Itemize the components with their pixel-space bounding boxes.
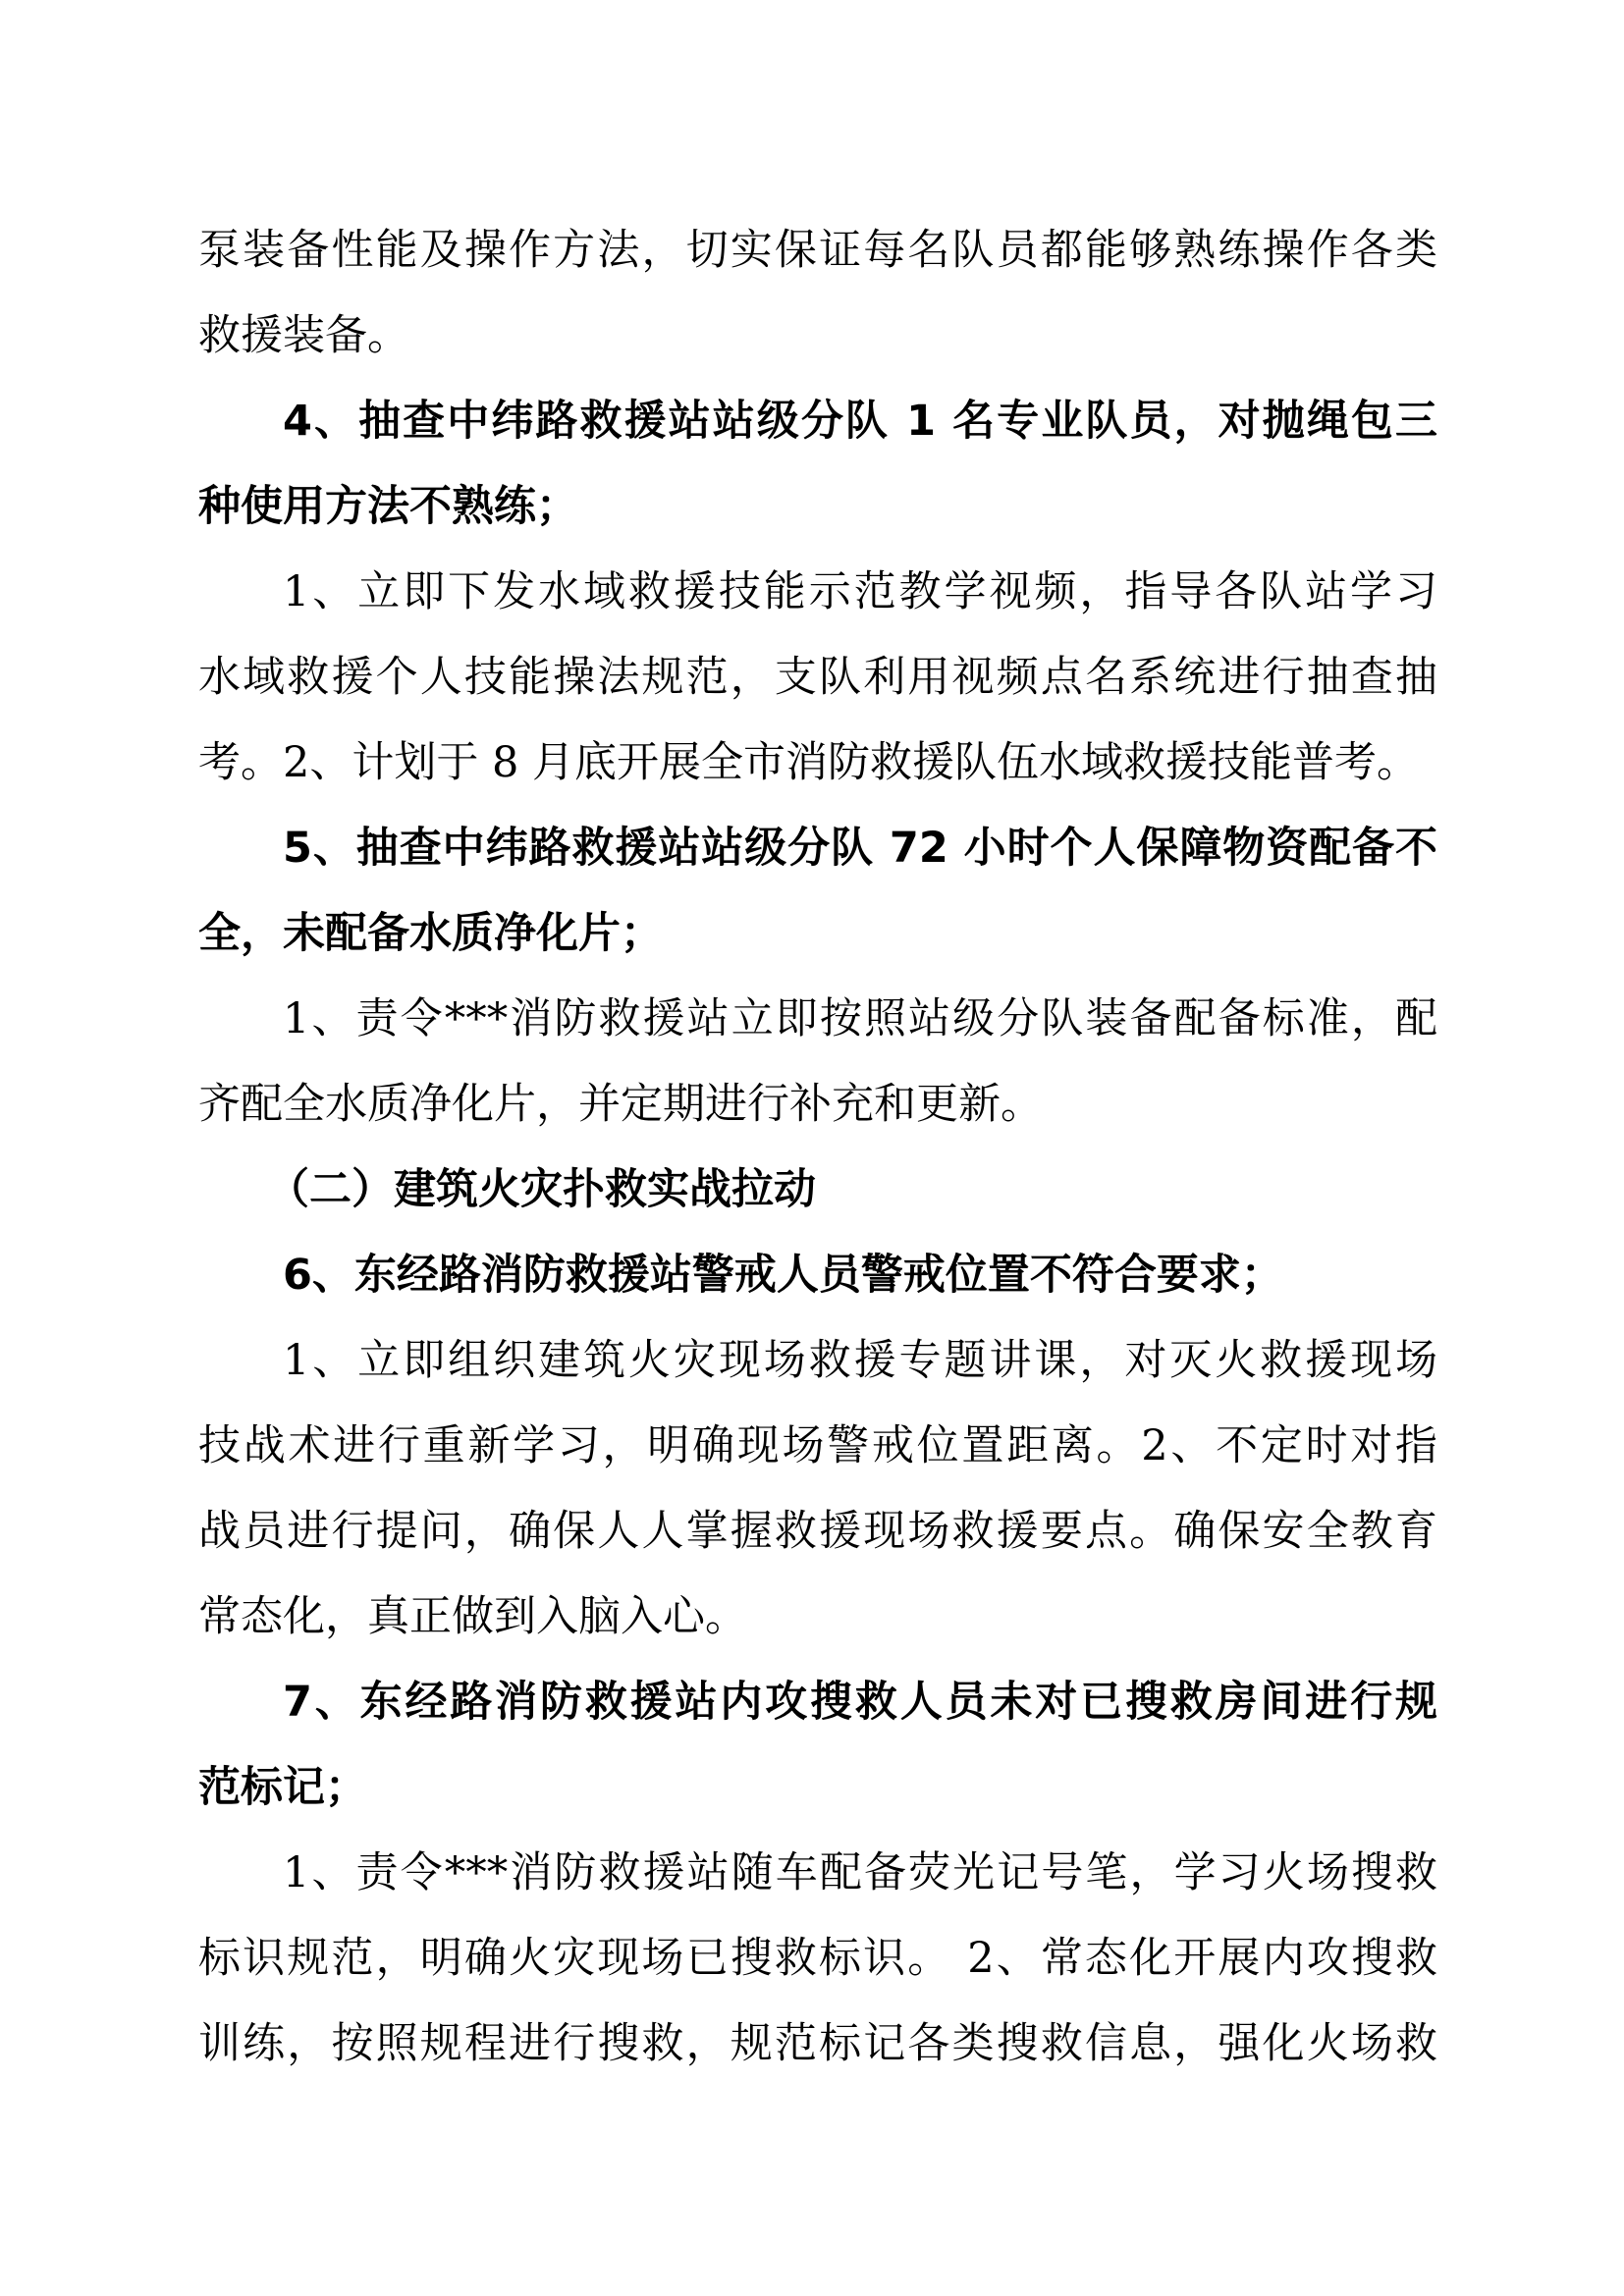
text-line: 泵装备性能及操作方法，切实保证每名队员都能够熟练操作各类 <box>198 226 1437 275</box>
text-line: 训练，按照规程进行搜救，规范标记各类搜救信息，强化火场救 <box>198 2019 1437 2068</box>
text-line: 标识规范，明确火灾现场已搜救标识。 2、常态化开展内攻搜救 <box>198 1934 1437 1983</box>
body-paragraph <box>198 977 1437 1148</box>
text-line: 6、东经路消防救援站警戒人员警戒位置不符合要求； <box>283 1251 1283 1300</box>
text-line: 战员进行提问，确保人人掌握救援现场救援要点。确保安全教育 <box>198 1507 1437 1556</box>
text-line: 1、立即组织建筑火灾现场救援专题讲课，对灭火救援现场 <box>283 1336 1437 1385</box>
text-line: 全，未配备水质净化片； <box>198 909 663 958</box>
issue-heading <box>198 806 1437 977</box>
text-line: 常态化，真正做到入脑入心。 <box>198 1592 747 1641</box>
body-paragraph <box>198 1831 1437 2087</box>
text-line: 齐配全水质净化片，并定期进行补充和更新。 <box>198 1080 1043 1129</box>
text-line: 1、立即下发水域救援技能示范教学视频，指导各队站学习 <box>283 567 1437 616</box>
body-paragraph <box>198 550 1437 806</box>
issue-heading <box>198 379 1437 550</box>
text-line: （二）建筑火灾扑救实战拉动 <box>267 1165 816 1214</box>
text-line: 技战术进行重新学习，明确现场警戒位置距离。2、不定时对指 <box>198 1421 1437 1470</box>
text-line: 种使用方法不熟练； <box>198 482 578 531</box>
text-line: 5、抽查中纬路救援站站级分队 72 小时个人保障物资配备不 <box>283 824 1437 873</box>
text-line: 1、责令***消防救援站立即按照站级分队装备配备标准，配 <box>283 994 1437 1043</box>
body-paragraph <box>198 208 1437 379</box>
section-heading <box>198 1148 1437 1233</box>
text-line: 1、责令***消防救援站随车配备荧光记号笔，学习火场搜救 <box>283 1848 1437 1897</box>
issue-heading <box>198 1233 1437 1318</box>
text-line: 考。2、计划于 8 月底开展全市消防救援队伍水域救援技能普考。 <box>198 738 1420 787</box>
text-line: 范标记； <box>198 1763 367 1812</box>
text-line: 救援装备。 <box>198 311 409 360</box>
text-line: 4、抽查中纬路救援站站级分队 1 名专业队员，对抛绳包三 <box>283 397 1437 446</box>
text-line: 7、东经路消防救援站内攻搜救人员未对已搜救房间进行规 <box>283 1678 1437 1727</box>
text-line: 水域救援个人技能操法规范，支队利用视频点名系统进行抽查抽 <box>198 653 1437 702</box>
body-paragraph <box>198 1318 1437 1660</box>
document-page <box>198 208 1437 2087</box>
issue-heading <box>198 1660 1437 1831</box>
